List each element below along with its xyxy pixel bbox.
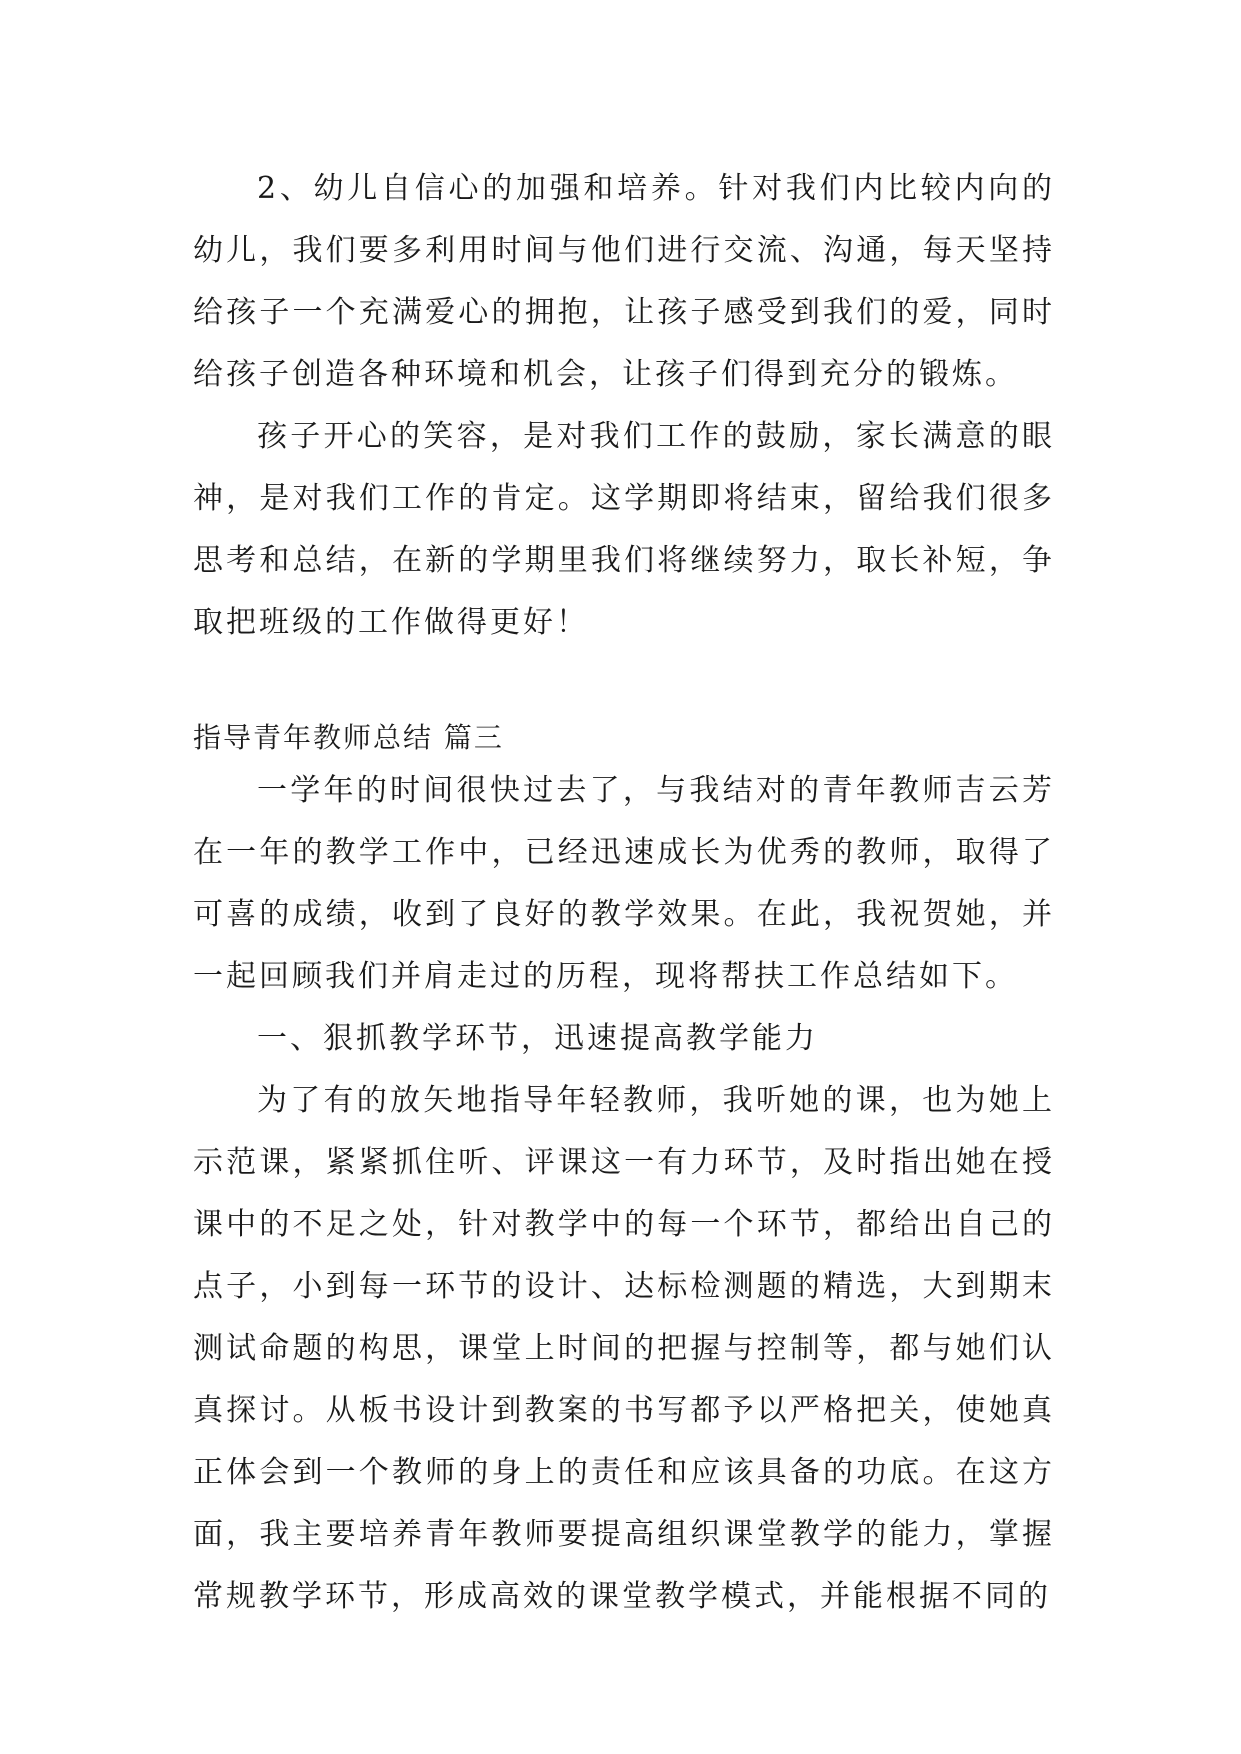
section-heading: 指导青年教师总结 篇三 (193, 721, 504, 754)
paragraph-guidance: 为了有的放矢地指导年轻教师，我听她的课，也为她上示范课，紧紧抓住听、评课这一有力环节，及时指出她在授课中的不足之处，针对教学中的每一个环节，都给出自己的点子，小到每一环节的设计、达标检测题的精选，大到期末测试命题的构思，课堂上时间的把握与控制等，都与她们认真探讨。从板书设计到教案的书写都予以严格把关，使她真正体会到一个教师的身上的责任和应该具备的功底。在这方面，我主要培养青年教师要提高组织课堂教学的能力，掌握常规教学环节，形成高效的课堂教学模式，并能根据不同的 (193, 1083, 1055, 1614)
section-spacer (193, 654, 1055, 716)
paragraph-intro: 一学年的时间很快过去了，与我结对的青年教师吉云芳在一年的教学工作中，已经迅速成长为优秀的教师，取得了可喜的成绩，收到了良好的教学效果。在此，我祝贺她，并一起回顾我们并肩走过的历程，现将帮扶工作总结如下。 (193, 773, 1055, 994)
paragraph-self-confidence: 2、幼儿自信心的加强和培养。针对我们内比较内向的幼儿，我们要多利用时间与他们进行交流、沟通，每天坚持给孩子一个充满爱心的拥抱，让孩子感受到我们的爱，同时给孩子创造各种环境和机会，让孩子们得到充分的锻炼。 (193, 171, 1055, 392)
paragraph-conclusion: 孩子开心的笑容，是对我们工作的鼓励，家长满意的眼神，是对我们工作的肯定。这学期即将结束，留给我们很多思考和总结，在新的学期里我们将继续努力，取长补短，争取把班级的工作做得更好！ (193, 419, 1055, 640)
document-page (193, 158, 1055, 1628)
subheading-teaching-link: 一、狠抓教学环节，迅速提高教学能力 (257, 1021, 818, 1056)
